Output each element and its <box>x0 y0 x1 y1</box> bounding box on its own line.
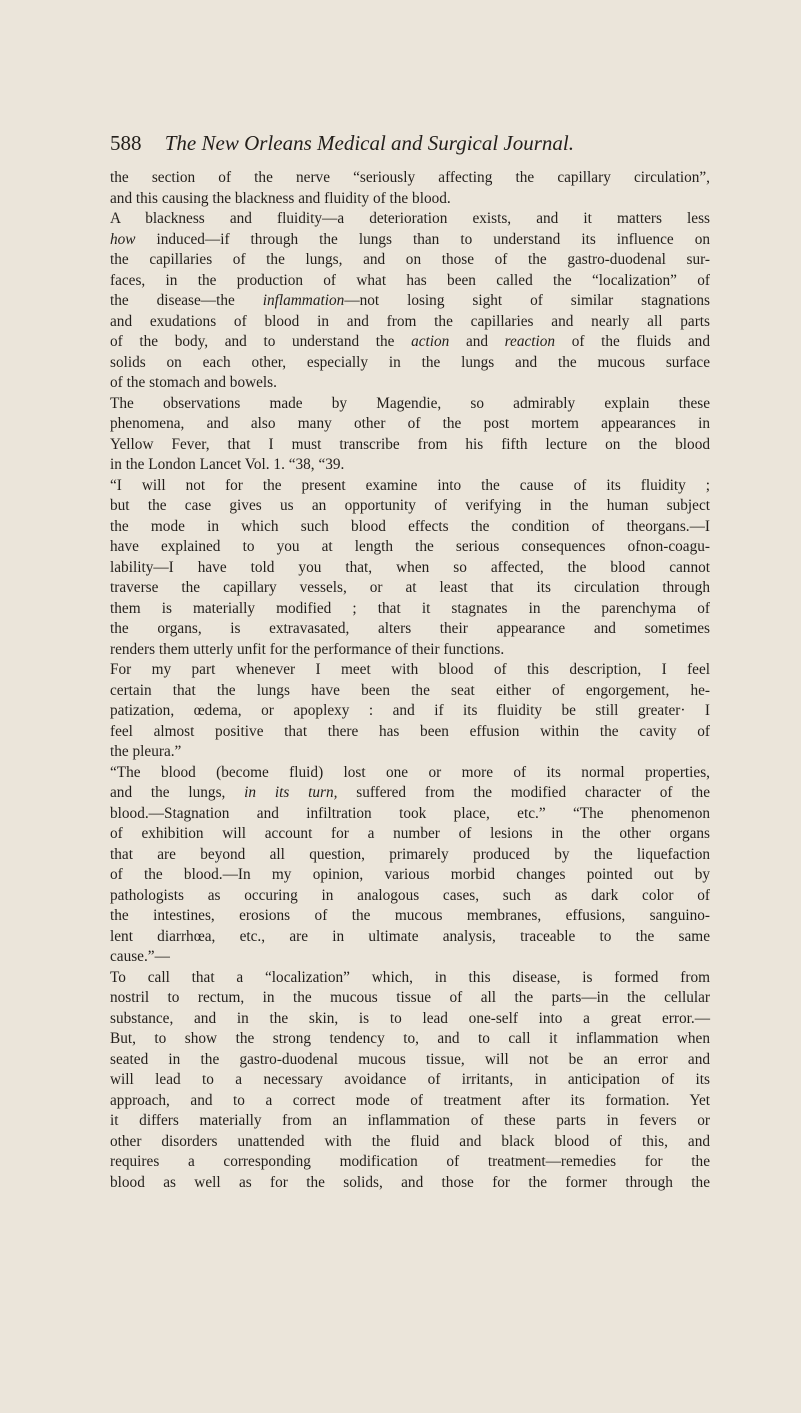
text-line: the mode in which such blood effects the condition of theorgans.—I <box>110 517 710 535</box>
text-line: Yellow Fever, that I must transcribe from his fifth lecture on the blood <box>110 435 710 453</box>
text-span: of the body, and to understand the <box>110 333 412 350</box>
text-line: other disorders unattended with the fluid and black blood of this, and <box>110 1132 710 1150</box>
italic-text: action <box>411 333 450 350</box>
text-span: —not losing sight of similar stagnations <box>344 292 711 309</box>
text-line: have explained to you at length the serious consequences ofnon-coagu- <box>110 538 710 555</box>
text-span: and the lungs, <box>110 784 245 801</box>
text-line: faces, in the production of what has been called the “localization” of <box>110 271 710 289</box>
text-line <box>110 332 710 353</box>
text-line: solids on each other, especially in the lungs and the mucous surface <box>110 353 710 371</box>
text-line: certain that the lungs have been the seat either of engorgement, he- <box>110 681 710 699</box>
italic-text: reaction <box>504 333 556 350</box>
italic-text: in its turn, <box>244 784 338 801</box>
text-line: but the case gives us an opportunity of verifying in the human subject <box>110 497 710 514</box>
text-span: and <box>449 333 505 350</box>
text-line: blood.—Stagnation and infiltration took place, etc.” “The phenomenon <box>110 804 710 822</box>
text-line: that are beyond all question, primarely produced by the liquefaction <box>110 845 710 863</box>
text-line: and exudations of blood in and from the capillaries and nearly all parts <box>110 312 710 330</box>
text-line: the section of the nerve “seriously affecting the capillary circulation”, <box>110 169 710 186</box>
text-line <box>110 291 710 312</box>
text-line: nostril to rectum, in the mucous tissue of all the parts—in the cellular <box>110 989 710 1006</box>
text-line: “I will not for the present examine into the cause of its fluidity ; <box>110 476 710 494</box>
text-line: To call that a “localization” which, in this disease, is formed from <box>110 968 710 986</box>
text-line: the organs, is extravasated, alters their appearance and sometimes <box>110 620 710 637</box>
italic-text: how <box>110 230 136 248</box>
running-header <box>110 128 710 158</box>
journal-title: The New Orleans Medical and Surgical Journal. <box>164 131 575 155</box>
text-line: the intestines, erosions of the mucous membranes, effusions, sanguino- <box>110 907 710 924</box>
text-line: the pleura.” <box>110 743 182 760</box>
text-line: lability—I have told you that, when so affected, the blood cannot <box>110 558 710 576</box>
text-line: pathologists as occuring in analogous cases, such as dark color of <box>110 886 710 904</box>
text-line: For my part whenever I meet with blood of this description, I feel <box>110 661 710 678</box>
text-line: them is materially modified ; that it stagnates in the parenchyma of <box>110 599 710 617</box>
text-line: of the stomach and bowels. <box>110 374 277 391</box>
text-line: blood as well as for the solids, and those for the former through the <box>110 1173 710 1191</box>
text-line: “The blood (become fluid) lost one or more of its normal properties, <box>110 763 710 781</box>
text-line: and this causing the blackness and fluidity of the blood. <box>110 189 451 207</box>
text-span: induced—if through the lungs than to understand its influence on <box>135 230 710 248</box>
text-line: phenomena, and also many other of the post mortem appearances in <box>110 415 710 432</box>
text-line: substance, and in the skin, is to lead one-self into a great error.— <box>110 1009 710 1027</box>
text-line: The observations made by Magendie, so admirably explain these <box>110 394 710 412</box>
text-line: feel almost positive that there has been effusion within the cavity of <box>110 722 710 740</box>
text-line: patization, œdema, or apoplexy : and if its fluidity be still greater· I <box>110 702 710 719</box>
italic-text: inflammation <box>262 292 345 309</box>
text-line: in the London Lancet Vol. 1. “38, “39. <box>110 456 345 473</box>
text-line: it differs materially from an inflammation of these parts in fevers or <box>110 1112 710 1129</box>
text-line: seated in the gastro-duodenal mucous tissue, will not be an error and <box>110 1050 710 1068</box>
text-line: of exhibition will account for a number of lesions in the other organs <box>110 825 710 842</box>
text-span: suffered from the modified character of the <box>337 784 710 801</box>
text-line: requires a corresponding modification of treatment—remedies for the <box>110 1153 710 1170</box>
text-line: approach, and to a correct mode of treatment after its formation. Yet <box>110 1091 710 1109</box>
text-line: renders them utterly unfit for the performance of their functions. <box>110 640 505 658</box>
text-line: A blackness and fluidity—a deterioration exists, and it matters less <box>110 210 710 227</box>
text-line: cause.”— <box>110 948 170 965</box>
text-span: the disease—the <box>110 292 263 309</box>
text-line: the capillaries of the lungs, and on those of the gastro-duodenal sur- <box>110 251 710 268</box>
text-line: traverse the capillary vessels, or at least that its circulation through <box>110 579 710 596</box>
text-line: But, to show the strong tendency to, and to call it inflammation when <box>110 1030 710 1047</box>
text-line <box>110 230 710 251</box>
text-line: will lead to a necessary avoidance of irritants, in anticipation of its <box>110 1071 710 1088</box>
text-span: of the fluids and <box>555 333 710 350</box>
text-line: of the blood.—In my opinion, various morbid changes pointed out by <box>110 866 710 883</box>
text-line: lent diarrhœa, etc., are in ultimate analysis, traceable to the same <box>110 927 710 945</box>
page-number: 588 <box>110 131 142 155</box>
text-line <box>110 783 710 804</box>
